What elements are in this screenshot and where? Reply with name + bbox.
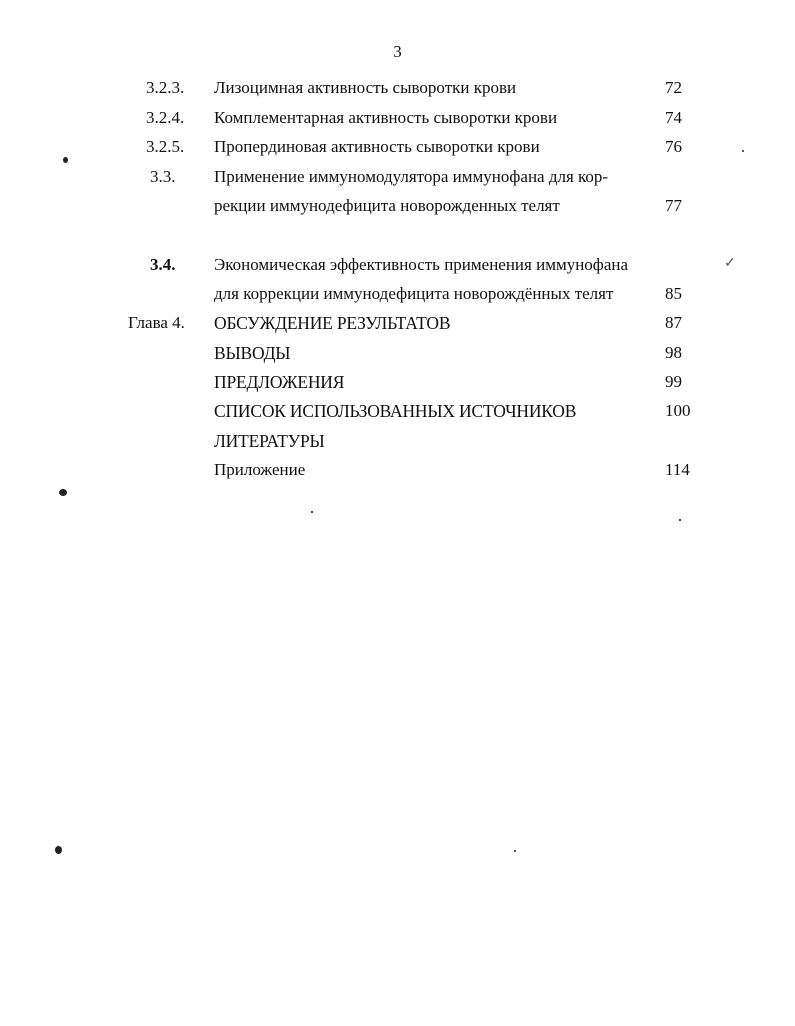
section-title-line1: Экономическая эффективность применения иммунофана — [214, 255, 629, 274]
section-number: 3.4. — [150, 255, 176, 274]
toc-entry-proposals — [0, 369, 795, 395]
section-title-line2: ЛИТЕРАТУРЫ — [214, 431, 325, 451]
section-title: Лизоцимная активность сыворотки крови — [214, 78, 517, 97]
page-ref: 72 — [665, 78, 682, 97]
section-title: ОБСУЖДЕНИЕ РЕЗУЛЬТАТОВ — [214, 313, 451, 333]
toc-entry-3-3-cont — [0, 193, 795, 219]
page-ref: 98 — [665, 343, 682, 362]
toc-entry-chapter-4 — [0, 310, 795, 336]
section-title-line1: Применение иммуномодулятора иммунофана для кор- — [214, 167, 609, 186]
toc-entry-3-2-5 — [0, 134, 795, 160]
page-ref: 114 — [665, 460, 690, 479]
scan-speck — [679, 519, 681, 521]
toc-entry-3-2-3 — [0, 75, 795, 101]
section-title: Приложение — [214, 460, 306, 479]
scan-speck — [742, 150, 744, 152]
toc-entry-appendix — [0, 457, 795, 483]
scan-speck — [59, 489, 67, 496]
page-ref: 77 — [665, 196, 682, 215]
scan-speck — [311, 511, 313, 513]
section-title: Пропердиновая активность сыворотки крови — [214, 137, 540, 156]
toc-entry-references-cont — [0, 428, 795, 454]
check-mark-icon: ✓ — [724, 256, 736, 271]
chapter-number: Глава 4. — [128, 313, 185, 332]
toc-entry-3-4 — [0, 252, 795, 278]
page-number: 3 — [393, 42, 402, 61]
page-ref: 85 — [665, 284, 682, 303]
page-ref: 99 — [665, 372, 682, 391]
section-title: ВЫВОДЫ — [214, 343, 291, 363]
section-number: 3.2.3. — [146, 78, 185, 97]
toc-entry-references — [0, 398, 795, 424]
section-title-line2: для коррекции иммунодефицита новорождённых телят — [214, 284, 614, 303]
toc-entry-3-2-4 — [0, 105, 795, 131]
section-title: ПРЕДЛОЖЕНИЯ — [214, 372, 345, 392]
section-title-line1: СПИСОК ИСПОЛЬЗОВАННЫХ ИСТОЧНИКОВ — [214, 401, 577, 421]
page-ref: 74 — [665, 108, 682, 127]
toc-entry-conclusions — [0, 340, 795, 366]
page-ref: 76 — [665, 137, 682, 156]
section-title: Комплементарная активность сыворотки крови — [214, 108, 558, 127]
page-ref: 100 — [665, 401, 691, 420]
scan-speck — [514, 850, 516, 852]
section-title-line2: рекции иммунодефицита новорожденных телят — [214, 196, 560, 215]
scan-speck — [63, 157, 68, 163]
section-number: 3.2.4. — [146, 108, 185, 127]
toc-entry-3-4-cont — [0, 281, 795, 307]
toc-entry-3-3 — [0, 164, 795, 190]
scan-speck — [55, 846, 62, 854]
section-number: 3.3. — [150, 167, 176, 186]
page-ref: 87 — [665, 313, 682, 332]
section-number: 3.2.5. — [146, 137, 185, 156]
